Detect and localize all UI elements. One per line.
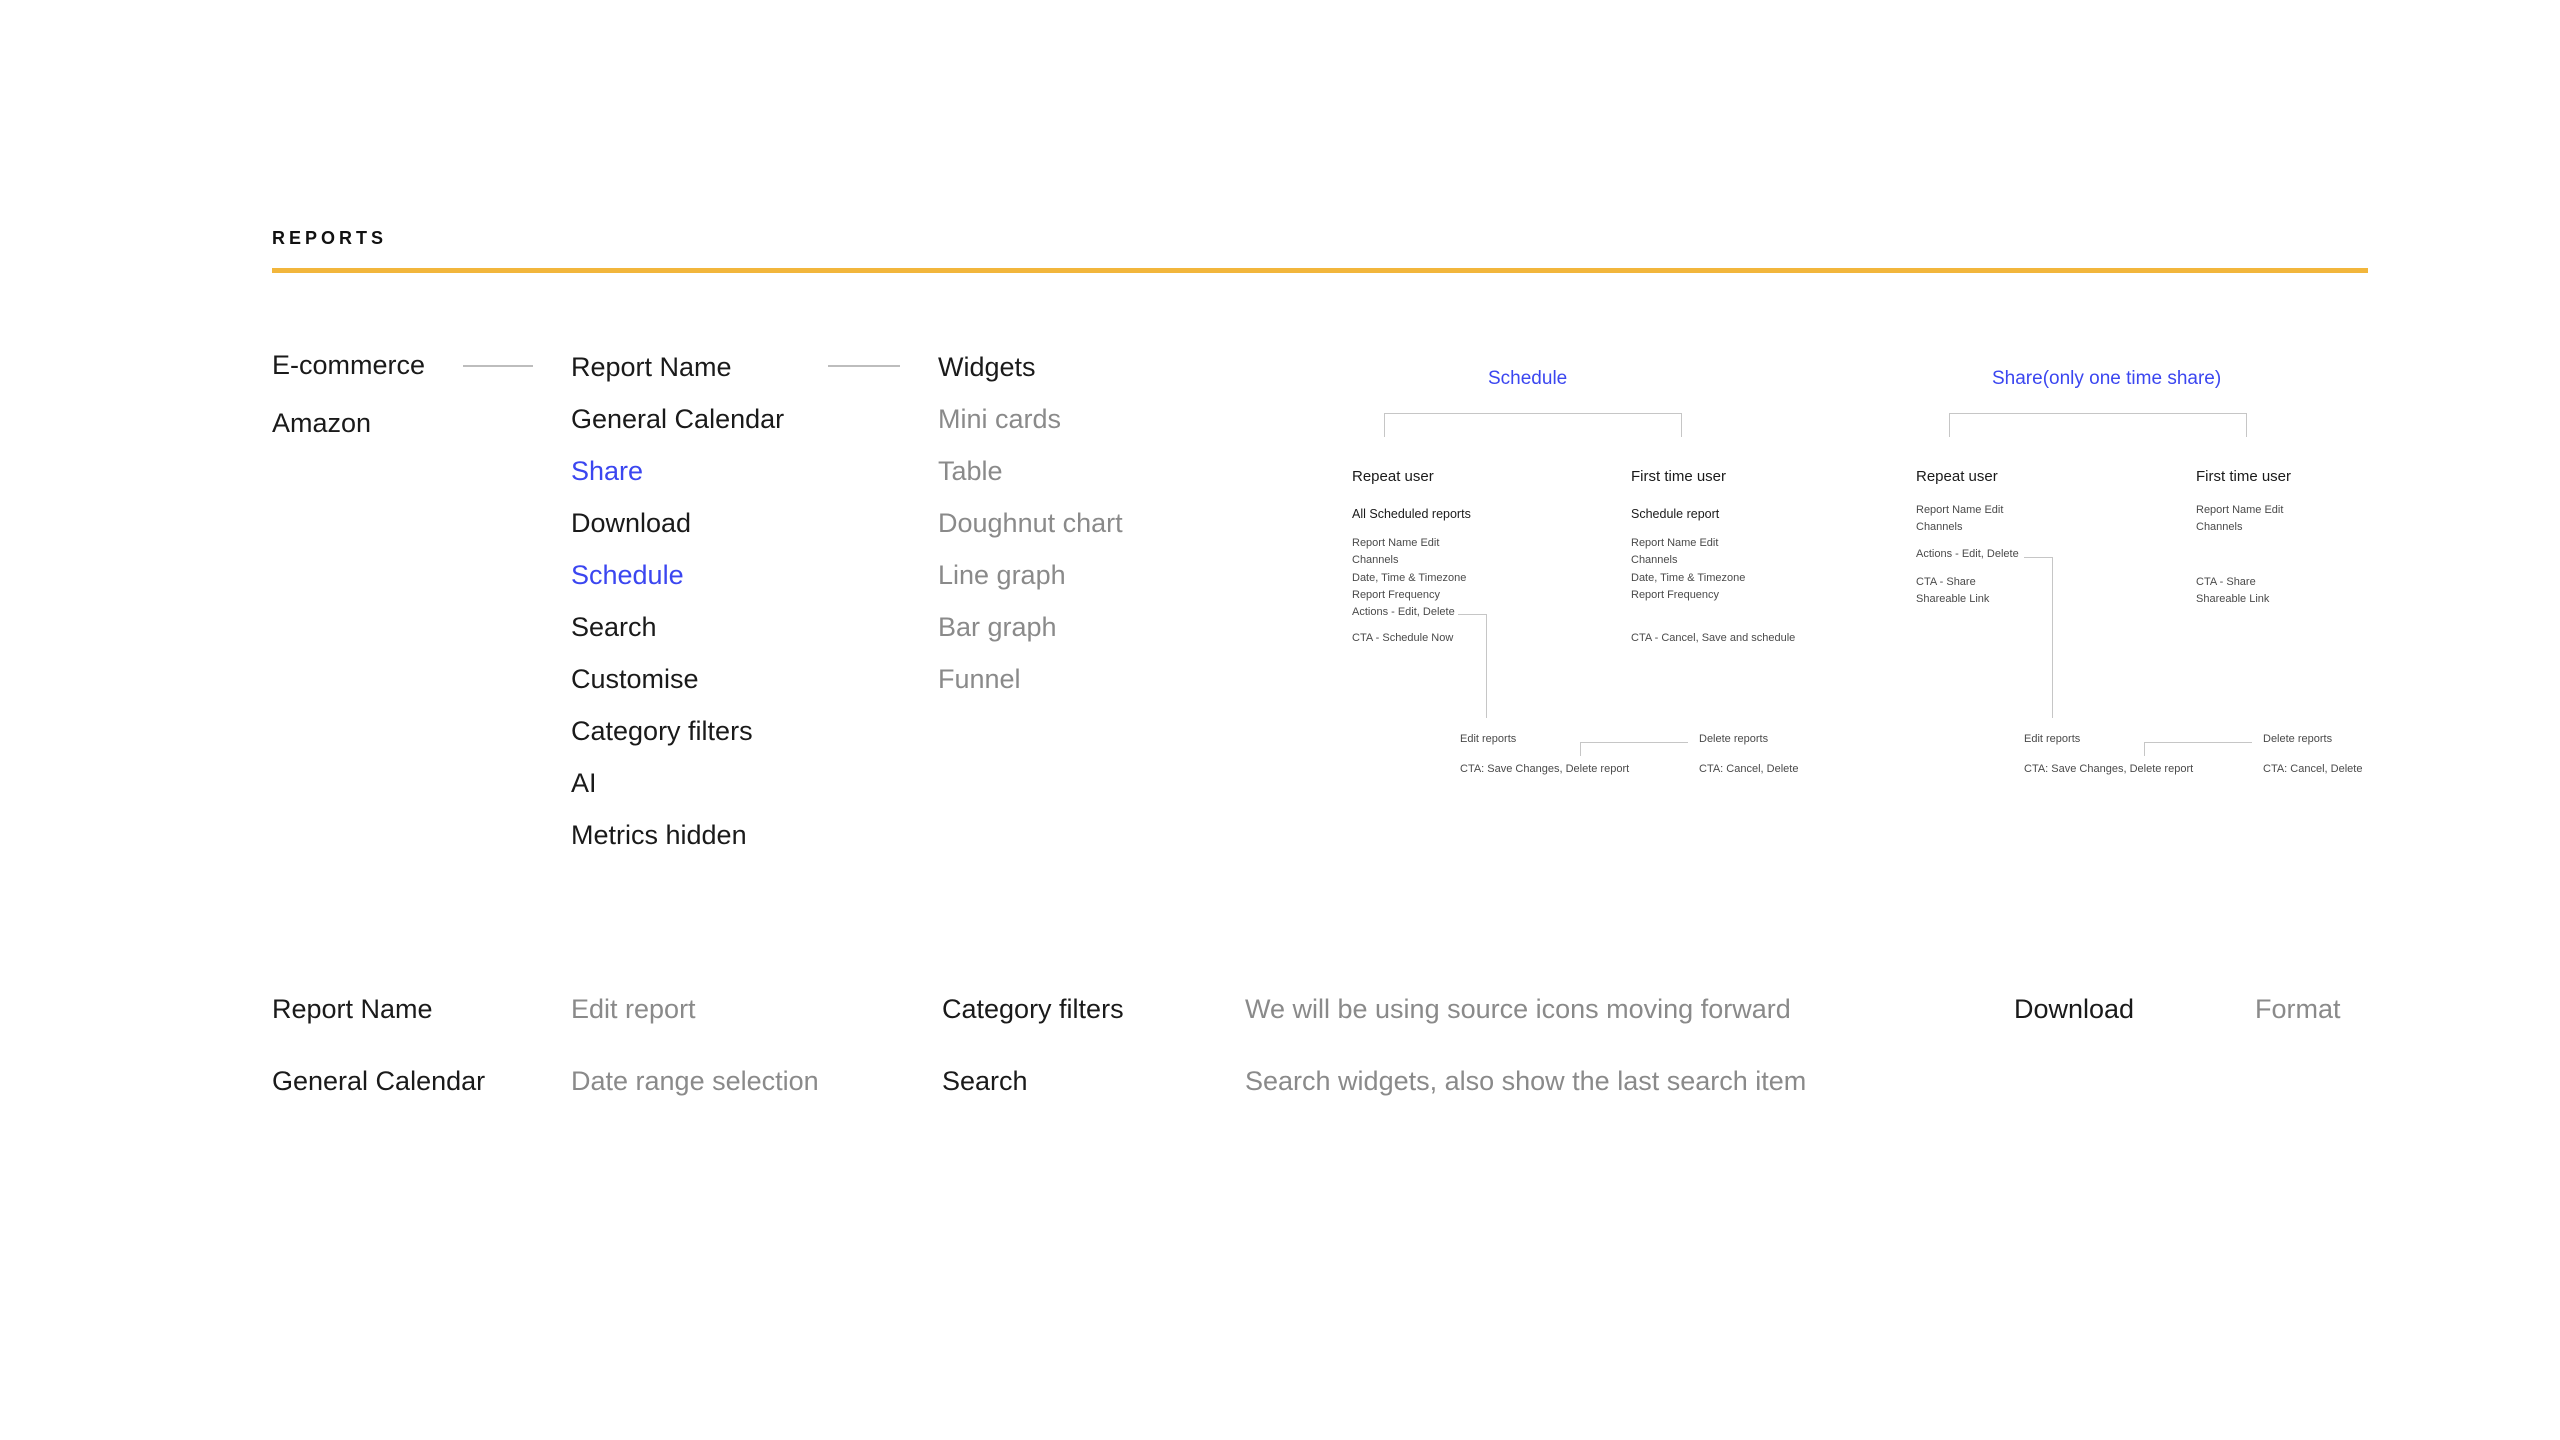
feature-download[interactable]: Download — [571, 508, 692, 538]
branch-line — [2024, 557, 2052, 558]
share-first-list: Report Name Edit Channels — [2196, 504, 2284, 534]
schedule-first-list: Report Name Edit Channels Date, Time & Timezone Report Frequency — [1631, 537, 1746, 601]
connector-line — [463, 365, 533, 367]
share-diagram-title: Share(only one time share) — [1992, 368, 2222, 389]
note-key-general-calendar: General Calendar — [272, 1066, 486, 1096]
note-key-search: Search — [942, 1066, 1028, 1096]
note-key-category-filters: Category filters — [942, 994, 1124, 1024]
schedule-first-cta: CTA - Cancel, Save and schedule — [1631, 632, 1796, 644]
category-item-ecommerce[interactable]: E-commerce — [272, 350, 426, 380]
schedule-first-heading: First time user — [1631, 468, 1727, 485]
features-column — [571, 341, 784, 861]
note-value-date-range: Date range selection — [571, 1066, 819, 1096]
feature-category-filters[interactable]: Category filters — [571, 716, 753, 746]
page-title: REPORTS — [272, 228, 388, 248]
schedule-first-subheading: Schedule report — [1631, 507, 1720, 521]
feature-share[interactable]: Share — [571, 456, 644, 486]
feature-ai[interactable]: AI — [571, 768, 597, 798]
share-delete-cta: CTA: Cancel, Delete — [2263, 763, 2363, 775]
widget-funnel[interactable]: Funnel — [938, 664, 1021, 694]
schedule-edit-label: Edit reports — [1460, 733, 1517, 745]
note-key-report-name: Report Name — [272, 994, 433, 1024]
branch-line — [1486, 614, 1487, 718]
branch-line — [1384, 413, 1385, 437]
feature-report-name[interactable]: Report Name — [571, 352, 732, 382]
share-delete-label: Delete reports — [2263, 733, 2333, 745]
category-column — [272, 341, 425, 449]
share-first-cta: CTA - Share Shareable Link — [2196, 576, 2270, 606]
share-edit-label: Edit reports — [2024, 733, 2081, 745]
feature-metrics-hidden[interactable]: Metrics hidden — [571, 820, 747, 850]
branch-line — [1580, 742, 1581, 756]
widget-line-graph[interactable]: Line graph — [938, 560, 1066, 590]
schedule-delete-label: Delete reports — [1699, 733, 1769, 745]
note-value-edit-report: Edit report — [571, 994, 696, 1024]
branch-line — [1458, 614, 1486, 615]
branch-line — [2246, 413, 2247, 437]
schedule-repeat-list: Report Name Edit Channels Date, Time & Timezone Report Frequency Actions - Edit, Delete — [1352, 537, 1467, 619]
feature-customise[interactable]: Customise — [571, 664, 699, 694]
schedule-repeat-heading: Repeat user — [1352, 468, 1434, 485]
share-first-heading: First time user — [2196, 468, 2292, 485]
widget-bar-graph[interactable]: Bar graph — [938, 612, 1057, 642]
note-value-format: Format — [2255, 994, 2341, 1024]
share-repeat-heading: Repeat user — [1916, 468, 1998, 485]
header-divider — [272, 268, 2368, 273]
branch-line — [1681, 413, 1682, 437]
feature-search[interactable]: Search — [571, 612, 657, 642]
feature-general-calendar[interactable]: General Calendar — [571, 404, 785, 434]
widgets-column — [938, 341, 1123, 705]
note-value-search-widgets: Search widgets, also show the last search item — [1245, 1066, 1807, 1096]
branch-line — [1580, 742, 1688, 743]
branch-line — [2144, 742, 2145, 756]
widget-doughnut-chart[interactable]: Doughnut chart — [938, 508, 1123, 538]
share-repeat-actions: Actions - Edit, Delete — [1916, 548, 2019, 560]
note-key-download: Download — [2014, 994, 2135, 1024]
connector-line — [828, 365, 900, 367]
schedule-delete-cta: CTA: Cancel, Delete — [1699, 763, 1799, 775]
branch-line — [2052, 557, 2053, 718]
schedule-repeat-subheading: All Scheduled reports — [1352, 507, 1471, 521]
widget-table[interactable]: Table — [938, 456, 1003, 486]
branch-line — [2144, 742, 2252, 743]
share-edit-cta: CTA: Save Changes, Delete report — [2024, 763, 2194, 775]
branch-line — [1949, 413, 1950, 437]
schedule-edit-cta: CTA: Save Changes, Delete report — [1460, 763, 1630, 775]
category-item-amazon[interactable]: Amazon — [272, 408, 372, 438]
share-repeat-cta: CTA - Share Shareable Link — [1916, 576, 1990, 606]
schedule-diagram-title: Schedule — [1488, 368, 1568, 389]
share-repeat-list: Report Name Edit Channels — [1916, 504, 2004, 534]
widget-mini-cards[interactable]: Mini cards — [938, 404, 1062, 434]
branch-line — [1949, 413, 2247, 414]
schedule-repeat-cta: CTA - Schedule Now — [1352, 632, 1454, 644]
widgets-heading: Widgets — [938, 352, 1036, 382]
branch-line — [1384, 413, 1682, 414]
note-value-source-icons: We will be using source icons moving forward — [1245, 994, 1791, 1024]
feature-schedule[interactable]: Schedule — [571, 560, 684, 590]
